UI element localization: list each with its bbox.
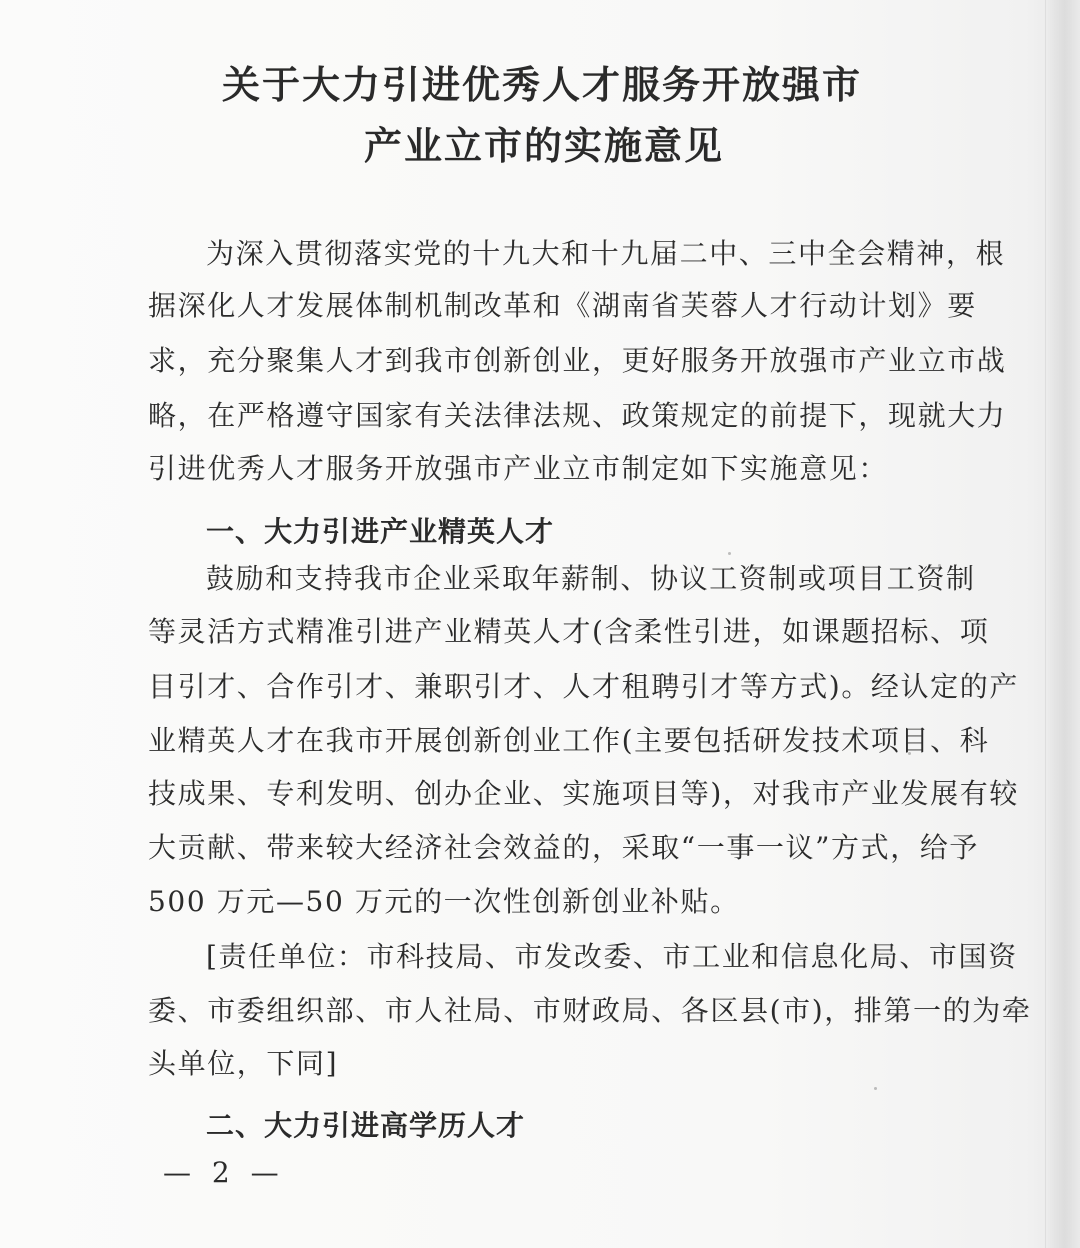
section-heading-2: 二、大力引进高学历人才 xyxy=(206,1109,526,1142)
responsibility-line-3: 头单位，下同] xyxy=(148,1047,339,1080)
document-title-line-1: 关于大力引进优秀人才服务开放强市 xyxy=(221,62,862,107)
responsibility-line-2: 委、市委组织部、市人社局、市财政局、各区县(市)，排第一的为牵 xyxy=(148,994,1032,1027)
section1-line-5: 技成果、专利发明、创办企业、实施项目等)，对我市产业发展有较 xyxy=(148,777,1019,810)
intro-line-2: 据深化人才发展体制机制改革和《湖南省芙蓉人才行动计划》要 xyxy=(148,289,977,322)
section1-line-2: 等灵活方式精准引进产业精英人才(含柔性引进，如课题招标、项 xyxy=(148,615,990,648)
section1-line-1: 鼓励和支持我市企业采取年薪制、协议工资制或项目工资制 xyxy=(206,562,976,595)
section-heading-1: 一、大力引进产业精英人才 xyxy=(206,515,555,548)
section1-line-4: 业精英人才在我市开展创新创业工作(主要包括研发技术项目、科 xyxy=(148,724,990,757)
section1-line-7: 500 万元—50 万元的一次性创新创业补贴。 xyxy=(148,885,740,918)
page-number: — 2 — xyxy=(163,1156,285,1189)
scan-speck xyxy=(908,752,911,755)
scan-speck xyxy=(728,552,731,555)
document-title-line-2: 产业立市的实施意见 xyxy=(363,123,724,168)
intro-line-3: 求，充分聚集人才到我市创新创业，更好服务开放强市产业立市战 xyxy=(148,344,1007,377)
section1-line-6: 大贡献、带来较大经济社会效益的，采取“一事一议”方式，给予 xyxy=(148,831,980,864)
scan-speck xyxy=(938,564,941,567)
intro-line-4: 略，在严格遵守国家有关法律法规、政策规定的前提下，现就大力 xyxy=(148,399,1007,432)
intro-line-5: 引进优秀人才服务开放强市产业立市制定如下实施意见： xyxy=(148,452,889,485)
intro-line-1: 为深入贯彻落实党的十九大和十九届二中、三中全会精神，根 xyxy=(206,237,1006,270)
scan-shadow-edge xyxy=(1045,0,1080,1248)
responsibility-line-1: [责任单位：市科技局、市发改委、市工业和信息化局、市国资 xyxy=(206,940,1018,973)
scan-speck xyxy=(874,1087,877,1090)
section1-line-3: 目引才、合作引才、兼职引才、人才租聘引才等方式)。经认定的产 xyxy=(148,670,1019,703)
